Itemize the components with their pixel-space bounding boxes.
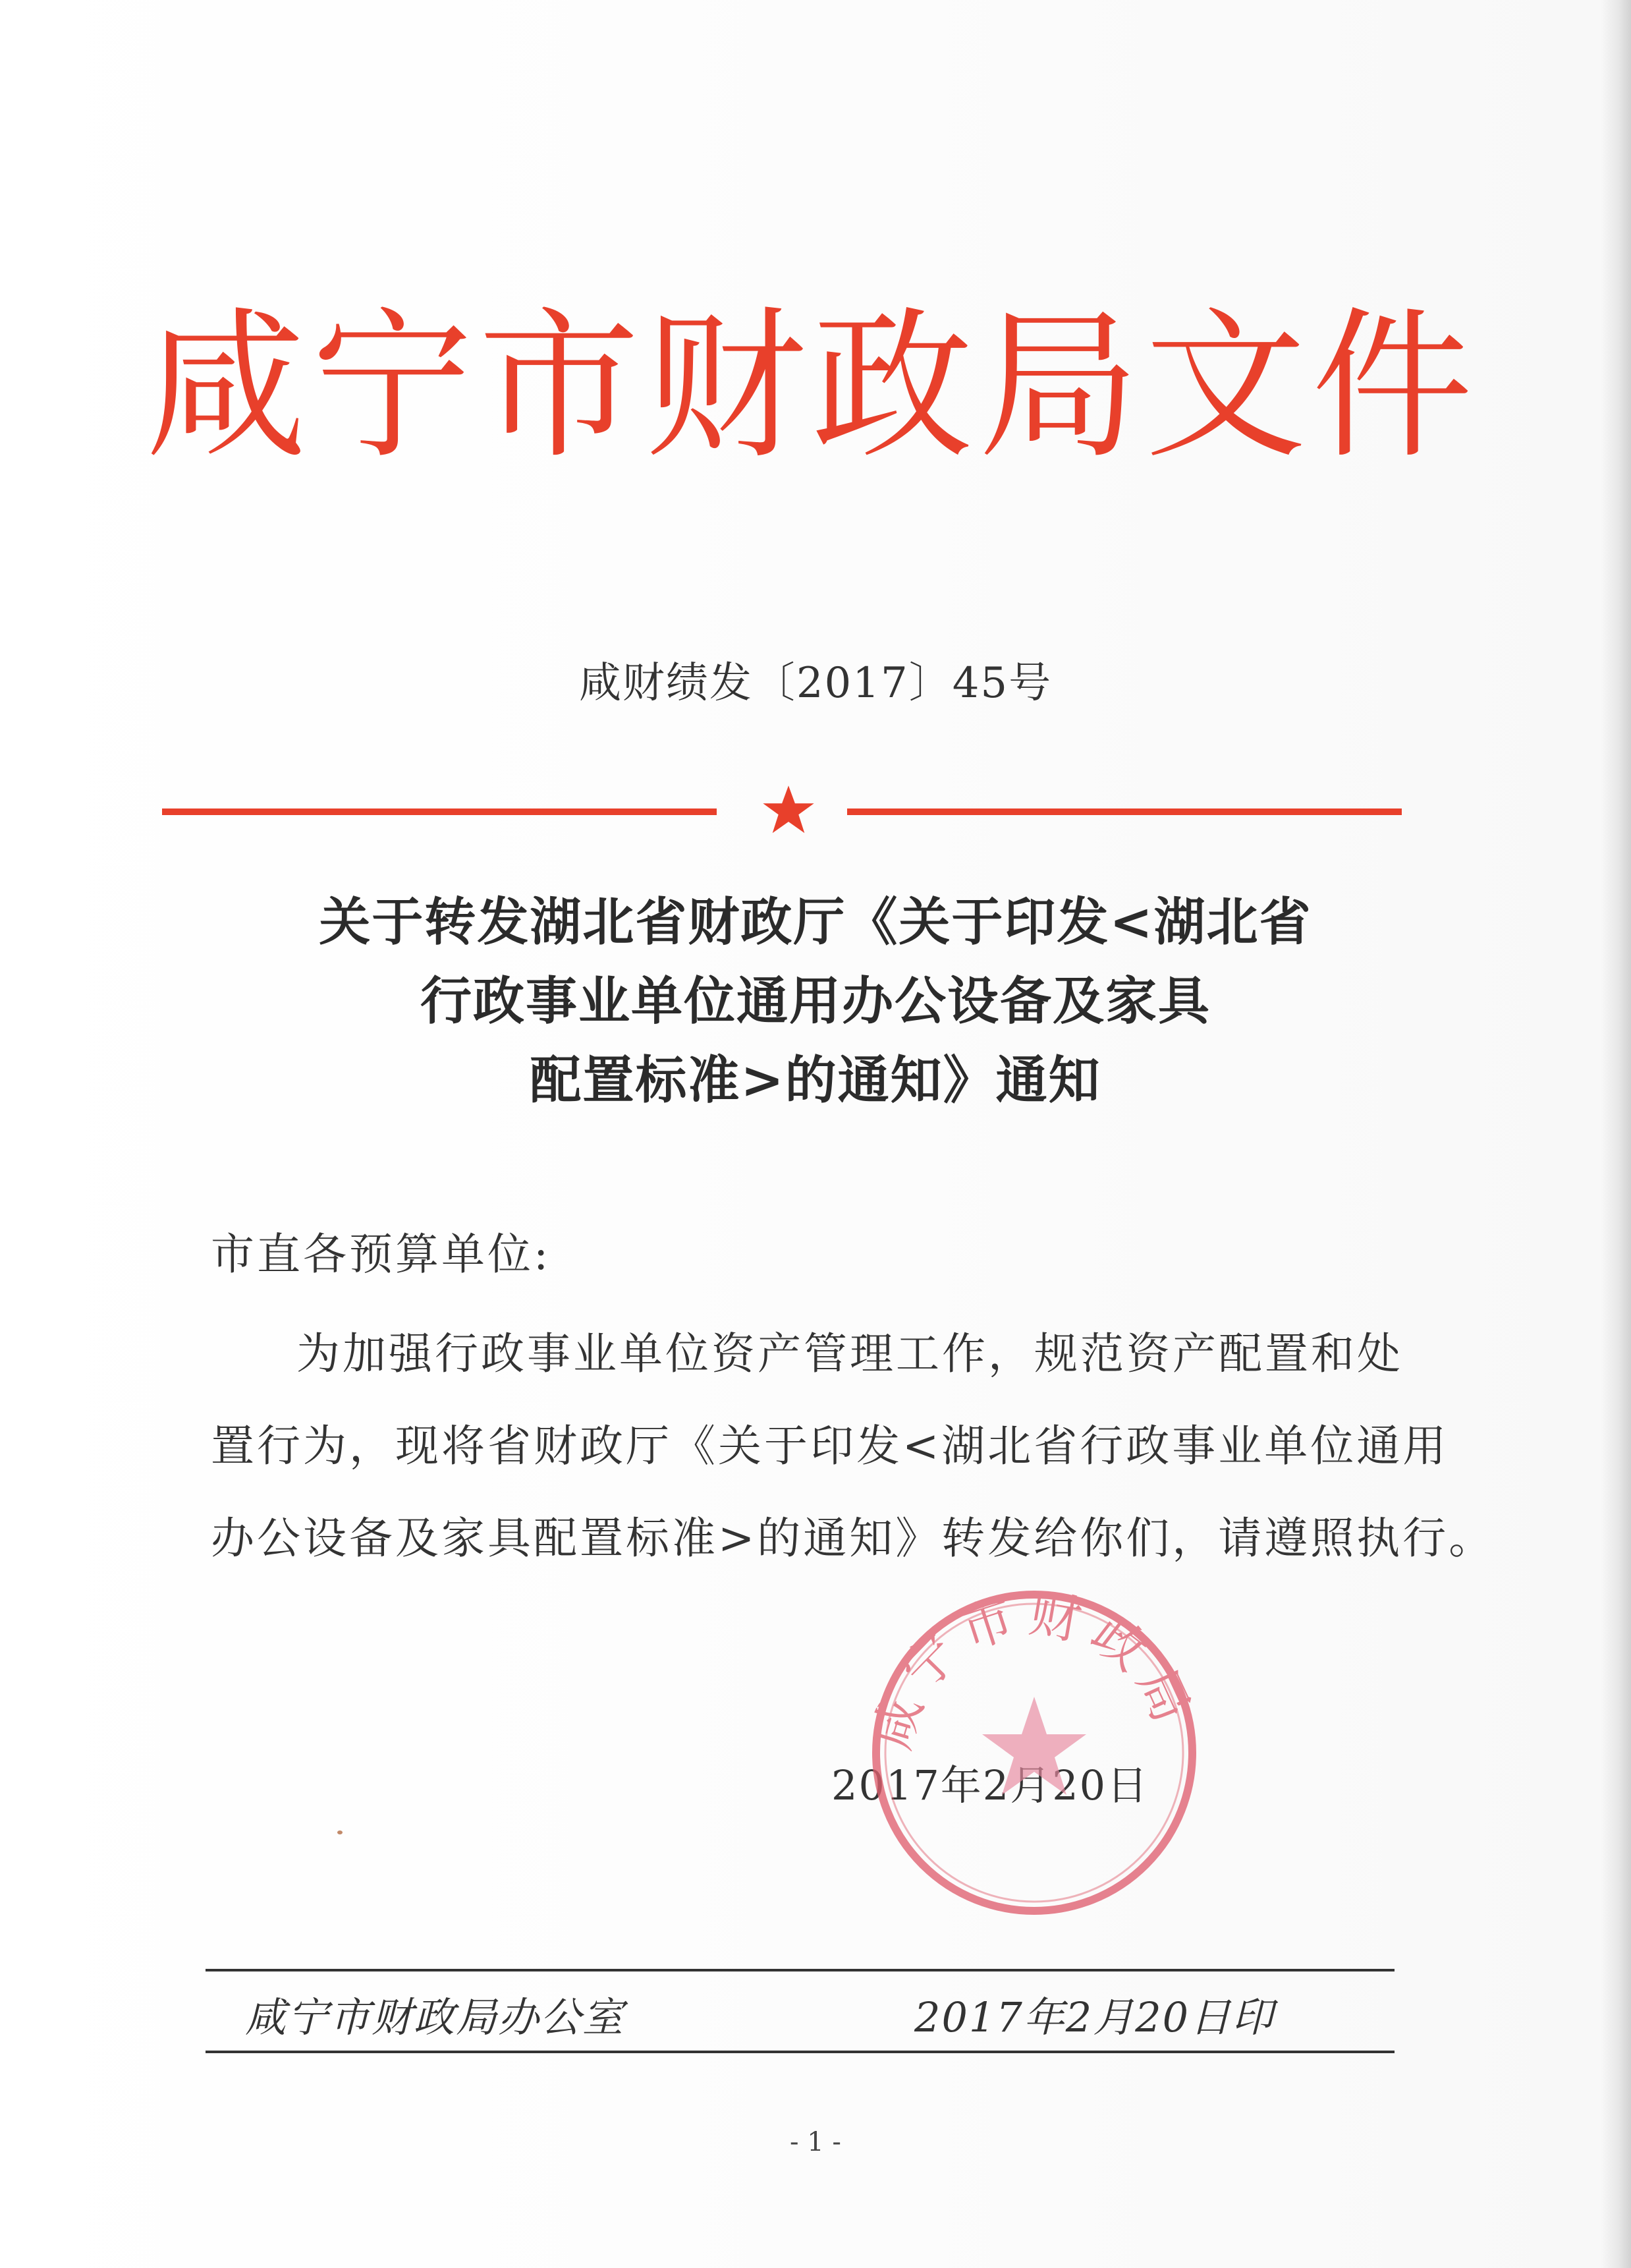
- official-seal-icon: [850, 1562, 1219, 1931]
- red-rule-right: [847, 808, 1402, 815]
- page-number: - 1 -: [790, 2127, 841, 2157]
- body-paragraph: [211, 1308, 1495, 1585]
- notice-title-line: 关于转发湖北省财政厅《关于印发<湖北省: [319, 892, 1312, 952]
- signature-date: 2017年2月20日: [831, 1761, 1149, 1809]
- document-number: 咸财绩发〔2017〕45号: [578, 659, 1053, 708]
- footer-print-date: 2017年2月20日印: [914, 1993, 1275, 2041]
- body-line: 为加强行政事业单位资产管理工作，规范资产配置和处: [296, 1328, 1403, 1379]
- red-star-icon: [759, 781, 818, 840]
- document-header-title: 咸宁市财政局文件: [145, 293, 1478, 480]
- addressee: 市直各预算单位:: [211, 1229, 551, 1280]
- footer-rule-top: [206, 1969, 1395, 1971]
- page-edge-shadow: [1601, 0, 1631, 2268]
- body-line: 置行为，现将省财政厅《关于印发<湖北省行政事业单位通用: [211, 1421, 1449, 1471]
- body-line: 办公设备及家具配置标准>的通知》转发给你们，请遵照执行。: [211, 1513, 1495, 1564]
- notice-title: [0, 883, 1631, 1120]
- scan-speck: [337, 1830, 343, 1834]
- red-rule-left: [162, 808, 717, 815]
- svg-text:咸宁市财政局: 咸宁市财政局: [862, 1584, 1205, 1756]
- footer-rule-bottom: [206, 2051, 1395, 2053]
- footer-office: 咸宁市财政局办公室: [245, 1993, 625, 2041]
- notice-title-line: 行政事业单位通用办公设备及家具: [420, 971, 1211, 1031]
- notice-title-line: 配置标准>的通知》通知: [530, 1050, 1101, 1110]
